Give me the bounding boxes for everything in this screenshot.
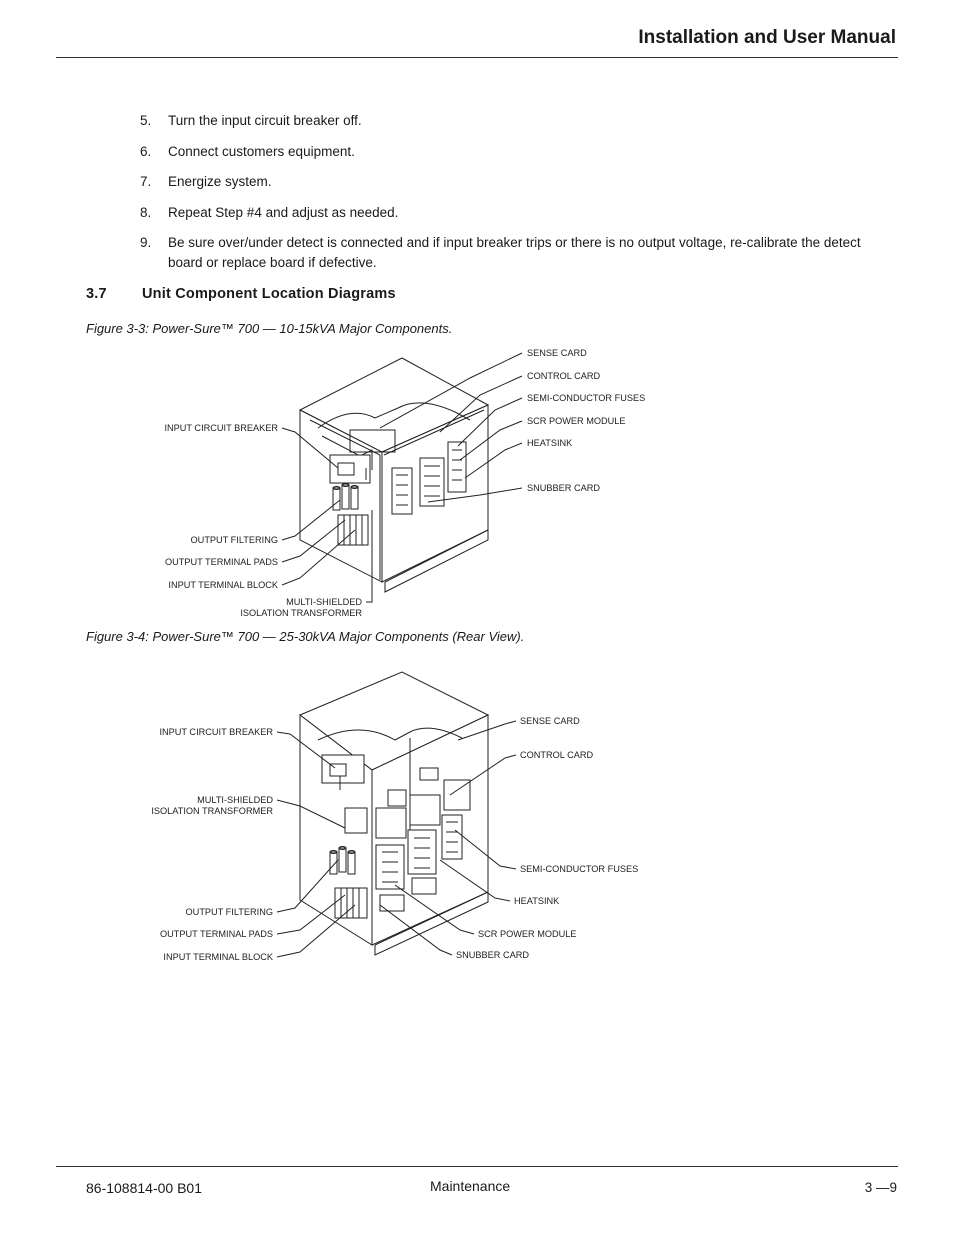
figure-3-3-caption: Figure 3-3: Power-Sure™ 700 — 10-15kVA Major Components.	[86, 321, 453, 336]
label-multi-shielded: MULTI-SHIELDED	[286, 597, 362, 607]
label-output-filtering: OUTPUT FILTERING	[190, 535, 278, 545]
label-output-terminal-pads: OUTPUT TERMINAL PADS	[165, 557, 278, 567]
input-breaker-shape	[322, 755, 364, 783]
figure-3-4-caption: Figure 3-4: Power-Sure™ 700 — 25-30kVA Major Components (Rear View).	[86, 629, 525, 644]
step-number: 7.	[140, 174, 152, 189]
section-title: Unit Component Location Diagrams	[142, 286, 396, 302]
footer-page-number: 3 —9	[864, 1180, 897, 1195]
step-number: 9.	[140, 235, 152, 250]
label-input-circuit-breaker: INPUT CIRCUIT BREAKER	[164, 423, 278, 433]
label-multi-shielded: MULTI-SHIELDED	[197, 795, 273, 805]
footer-doc-number: 86-108814-00 B01	[86, 1180, 202, 1196]
label-heatsink: HEATSINK	[514, 896, 560, 906]
label-sense-card: SENSE CARD	[520, 716, 580, 726]
step-text: Turn the input circuit breaker off.	[168, 113, 362, 128]
step-number: 5.	[140, 113, 152, 128]
step-text: Repeat Step #4 and adjust as needed.	[168, 204, 399, 220]
step-text: Be sure over/under detect is connected and if input breaker trips or there is no output voltage, re-calibrate the detect board or replace board if defective.	[168, 235, 861, 270]
step-number: 8.	[140, 204, 152, 220]
label-heatsink: HEATSINK	[527, 438, 573, 448]
label-sense-card: SENSE CARD	[527, 348, 587, 358]
label-input-terminal-block: INPUT TERMINAL BLOCK	[163, 952, 273, 962]
label-control-card: CONTROL CARD	[520, 750, 594, 760]
label-scr-power-module: SCR POWER MODULE	[478, 929, 577, 939]
label-scr-power-module: SCR POWER MODULE	[527, 416, 626, 426]
footer-rule	[56, 1166, 898, 1167]
label-input-circuit-breaker: INPUT CIRCUIT BREAKER	[159, 727, 273, 737]
label-output-terminal-pads: OUTPUT TERMINAL PADS	[160, 929, 273, 939]
label-isolation-transformer: ISOLATION TRANSFORMER	[240, 608, 362, 618]
label-semi-conductor-fuses: SEMI-CONDUCTOR FUSES	[527, 393, 646, 403]
label-snubber-card: SNUBBER CARD	[456, 950, 530, 960]
step-text: Energize system.	[168, 174, 272, 189]
footer-section: Maintenance	[430, 1178, 511, 1194]
step-text: Connect customers equipment.	[168, 143, 355, 159]
label-snubber-card: SNUBBER CARD	[527, 483, 601, 493]
label-input-terminal-block: INPUT TERMINAL BLOCK	[168, 580, 278, 590]
label-semi-conductor-fuses: SEMI-CONDUCTOR FUSES	[520, 864, 639, 874]
label-output-filtering: OUTPUT FILTERING	[185, 907, 273, 917]
section-number: 3.7	[86, 286, 107, 302]
page-header-title: Installation and User Manual	[638, 27, 896, 48]
label-isolation-transformer: ISOLATION TRANSFORMER	[151, 806, 273, 816]
step-number: 6.	[140, 143, 152, 159]
label-control-card: CONTROL CARD	[527, 371, 601, 381]
